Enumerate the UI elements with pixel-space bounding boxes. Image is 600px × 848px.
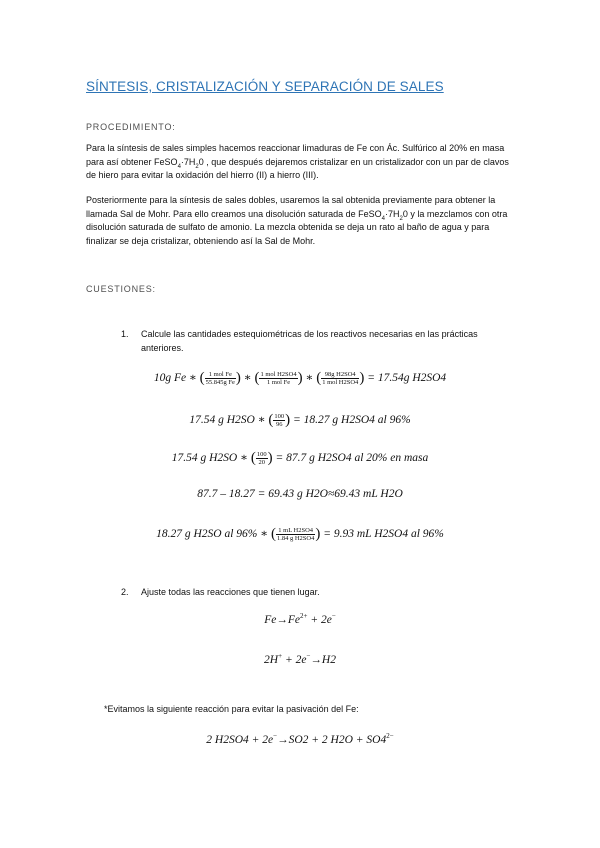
- passivation-note: *Evitamos la siguiente reacción para evitar la pasivación del Fe:: [104, 704, 359, 714]
- p2-text-a: Posteriormente para la síntesis de sales dobles, usaremos la sal obtenida previamente para obtener la llamada Sal de Mohr. Para ello creamos una disolución saturada de FeSO: [86, 195, 496, 219]
- eq2-lhs: 17.54 g H2SO: [189, 414, 255, 427]
- r3-sup2: 2−: [386, 732, 394, 740]
- p1-sub-1: 4: [177, 163, 181, 170]
- eq3-num: 100: [256, 451, 267, 458]
- eq4-text: 87.7 – 18.27 = 69.43 g H2O≈69.43 mL H2O: [197, 488, 403, 500]
- p2-sub-1: 4: [381, 215, 386, 222]
- r1-sup2: −: [331, 612, 336, 620]
- r2-a: 2H: [264, 653, 279, 666]
- p1-sub-2: 2: [195, 163, 199, 170]
- r3-a: 2 H2SO4 + 2e: [206, 733, 274, 746]
- procedure-heading: PROCEDIMIENTO:: [86, 122, 176, 132]
- eq1-rhs: = 17.54g H2SO4: [367, 372, 447, 385]
- equation-2: 17.54 g H2SO ∗ ( $\frac{100}{96}$ ) = 18.27 g H2SO4 al 96%: [189, 412, 411, 428]
- p2-text-b: ·7H: [385, 208, 400, 219]
- p2-text-c: 0 y la mezclamos con otra disolución saturada de sulfato de amonio. La mezcla obtenida se deja un rato al baño de agua y para finalizar se deja cristalizar, obteniendo así la Sal de Mohr.: [86, 208, 508, 246]
- r2-sup2: −: [306, 652, 311, 660]
- equation-5: 18.27 g H2SO al 96% ∗ ( $\frac{\text{1 mL H2SO4}}{\text{1.84 g H2SO4}}$ ) = 9.93 mL H2SO4 al 96%: [156, 526, 444, 542]
- eq1-f3-num: 98g H2SO4: [321, 371, 359, 379]
- question-1-text: Calcule las cantidades estequiométricas de los reactivos necesarias en las prácticas anteriores.: [141, 329, 478, 353]
- reaction-1: [0, 612, 600, 626]
- question-1-number: 1.: [121, 329, 129, 339]
- eq1-f2-num: 1 mol H2SO4: [260, 371, 297, 378]
- equation-1: 10g Fe ∗ ( $\frac{\text{1 mol Fe}}{\text{55.845g Fe}}$ ) ∗ ( $\frac{\text{1 mol H2SO4}}{\text{1 mol Fe}}$ ) ∗ ( $\frac{\text{98g H2SO4}}{\text{1 mol H2SO4}}$ ) = 17.54g H2SO4: [153, 370, 447, 386]
- eq5-num: 1 mL H2SO4: [276, 527, 315, 535]
- eq5-den: 1.84 g H2SO4: [276, 535, 315, 542]
- eq2-den: 96: [276, 421, 283, 428]
- equation-3: 17.54 g H2SO ∗ ( $\frac{100}{20}$ ) = 87.7 g H2SO4 al 20% en masa: [171, 450, 429, 466]
- questions-heading: CUESTIONES:: [86, 284, 156, 294]
- equation-4: [0, 488, 600, 500]
- reaction-2: [0, 652, 600, 666]
- document-title: SÍNTESIS, CRISTALIZACIÓN Y SEPARACIÓN DE SALES: [86, 79, 444, 94]
- r1-b: + 2e: [307, 613, 332, 626]
- eq3-lhs: 17.54 g H2SO: [171, 452, 238, 465]
- eq1-lhs: 10g Fe: [153, 372, 187, 385]
- eq1-f1-num: 1 mol Fe: [205, 371, 236, 379]
- r1-sup: 2+: [299, 612, 308, 620]
- eq3-rhs: = 87.7 g H2SO4 al 20% en masa: [275, 452, 429, 465]
- p1-text-b: ·7H: [180, 156, 196, 167]
- eq1-f1-den: 55.845g Fe: [205, 379, 235, 386]
- eq3-den: 20: [258, 459, 265, 466]
- r3-sup: −: [273, 732, 278, 740]
- r1-a: Fe→Fe: [264, 613, 300, 626]
- eq5-rhs: = 9.93 mL H2SO4 al 96%: [323, 528, 444, 541]
- r2-sup: +: [278, 652, 283, 660]
- reaction-3: [0, 732, 600, 746]
- r2-c: →H2: [310, 653, 336, 666]
- procedure-paragraph-2: [86, 194, 518, 248]
- question-2-number: 2.: [121, 587, 129, 597]
- r2-b: + 2e: [282, 653, 307, 666]
- p1-text-a: Para la síntesis de sales simples hacemos reaccionar limaduras de Fe con Ác. Sulfúrico al 20% en masa para así obtener FeSO: [86, 143, 505, 167]
- eq1-f3-den: 1 mol H2SO4: [322, 379, 359, 386]
- eq5-lhs: 18.27 g H2SO al 96%: [156, 528, 258, 541]
- question-2-text: Ajuste todas las reacciones que tienen lugar.: [141, 587, 320, 597]
- procedure-paragraph-1: [86, 142, 518, 183]
- p1-text-c: 0 , que después dejaremos cristalizar en un cristalizador con un par de clavos de hiero para evitar la oxidación del hierro (II) a hierro (III).: [86, 156, 509, 180]
- p2-sub-2: 2: [399, 215, 403, 222]
- eq2-num: 100: [274, 413, 285, 420]
- r3-b: →SO2 + 2 H2O + SO4: [277, 733, 387, 746]
- eq2-rhs: = 18.27 g H2SO4 al 96%: [293, 414, 411, 427]
- eq1-f2-den: 1 mol Fe: [266, 379, 291, 386]
